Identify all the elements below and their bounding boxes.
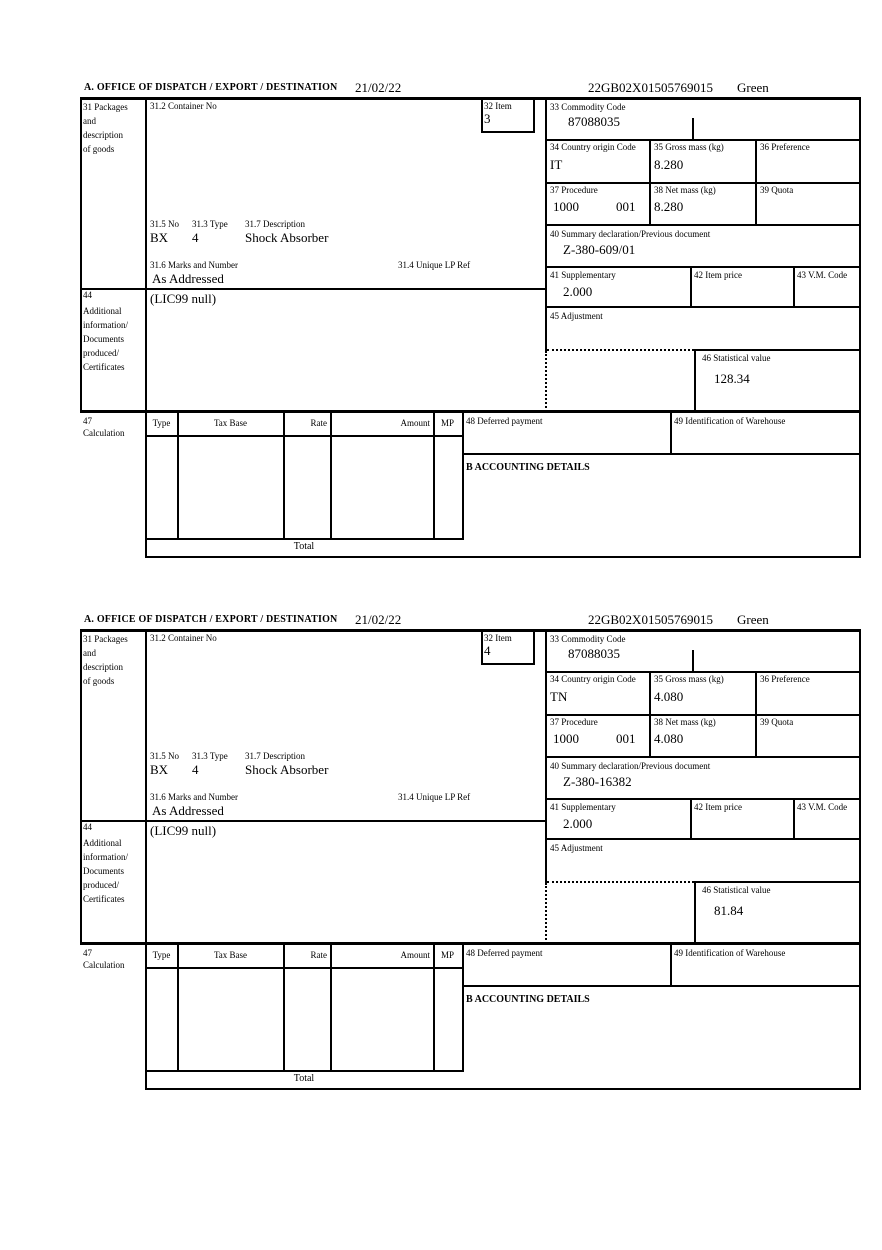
box31-6-marks-label: 31.6 Marks and Number [150, 792, 238, 802]
calculation-section-top-border [80, 942, 861, 945]
box44-label-line: information/ [83, 320, 128, 330]
box41-supplementary-value: 2.000 [563, 284, 593, 299]
box40-summary-declaration-value: Z-380-16382 [563, 774, 632, 789]
form-left-border [80, 97, 82, 413]
box34-country-origin-value: IT [550, 157, 563, 172]
box31-3-type-value: 4 [192, 762, 199, 777]
box36-preference-label: 36 Preference [760, 142, 810, 152]
box41-supplementary-label: 41 Supplementary [550, 270, 616, 280]
box32-bottom-border [481, 131, 535, 133]
box46-top-border [694, 349, 861, 351]
box41-supplementary-value: 2.000 [563, 816, 593, 831]
box44-additional-info-value: (LIC99 null) [150, 823, 217, 838]
box44-label [83, 836, 128, 906]
box46-top-border [694, 881, 861, 883]
box48-box49-divider [670, 945, 672, 987]
box35-gross-mass-label: 35 Gross mass (kg) [654, 674, 724, 684]
box31-label-line: of goods [83, 144, 115, 154]
calc-total-label: Total [293, 541, 315, 552]
box43-vm-code-label: 43 V.M. Code [797, 270, 848, 280]
box33-commodity-code-value: 87088035 [568, 114, 620, 129]
box43-vm-code-label: 43 V.M. Code [797, 802, 848, 812]
office-of-dispatch-heading: A. OFFICE OF DISPATCH / EXPORT / DESTINATION [84, 614, 338, 625]
taxbase-column-divider [283, 413, 285, 538]
routing-status: Green [737, 80, 769, 95]
box46-statistical-value-label: 46 Statistical value [702, 353, 771, 363]
box41-row-bottom-border [545, 838, 861, 840]
box31-5-no-value: BX [150, 230, 169, 245]
box31-6-marks-value: As Addressed [152, 803, 224, 818]
label-column-divider [145, 629, 147, 945]
main-column-divider-dotted [545, 883, 547, 944]
calc-table-right-border [462, 413, 464, 538]
box33-bottom-border [545, 139, 861, 141]
box31-4-unique-lp-ref-label: 31.4 Unique LP Ref [398, 260, 471, 270]
calc-col-amount-header: Amount [400, 950, 430, 960]
declaration-item-section [80, 80, 861, 562]
box31-label-line: 31 Packages [83, 102, 128, 112]
box48-box49-bottom-border [462, 453, 861, 455]
accounting-details-heading: B ACCOUNTING DETAILS [466, 462, 590, 473]
calculation-section-top-border [80, 410, 861, 413]
box32-bottom-border [481, 663, 535, 665]
box40-bottom-border [545, 798, 861, 800]
calc-col-type-header: Type [152, 418, 171, 428]
box31-label-line: of goods [83, 676, 115, 686]
declaration-reference: 22GB02X01505769015 [588, 612, 713, 627]
box44-label-line: Documents [83, 334, 124, 344]
box35-gross-mass-label: 35 Gross mass (kg) [654, 142, 724, 152]
calc-col-rate-header: Rate [310, 950, 327, 960]
box31-label-line: and [83, 116, 96, 126]
box41-row-bottom-border [545, 306, 861, 308]
box32-item-value: 3 [484, 111, 491, 126]
main-column-divider-dotted [545, 351, 547, 412]
calc-col-amount-header: Amount [400, 418, 430, 428]
box41-box42-divider [690, 798, 692, 840]
box32-right-border [533, 97, 535, 133]
calc-total-label: Total [293, 1073, 315, 1084]
box31-2-container-no-label: 31.2 Container No [150, 633, 217, 643]
box44-label-line: Certificates [83, 362, 125, 372]
box33-subdivision-mark [692, 650, 694, 671]
box33-bottom-border [545, 671, 861, 673]
box40-bottom-border [545, 266, 861, 268]
box47-calculation-label: Calculation [83, 960, 125, 970]
box31-label-line: description [83, 130, 123, 140]
box31-7-description-label: 31.7 Description [245, 751, 305, 761]
box45-adjustment-label: 45 Adjustment [550, 843, 603, 853]
box42-item-price-label: 42 Item price [694, 802, 742, 812]
box44-number: 44 [83, 822, 92, 832]
accounting-details-heading: B ACCOUNTING DETAILS [466, 994, 590, 1005]
box37-row-bottom-border [545, 224, 861, 226]
dispatch-date: 21/02/22 [355, 612, 402, 627]
type-column-divider [177, 413, 179, 538]
box44-label-line: produced/ [83, 880, 119, 890]
box37-procedure-value-1: 1000 [553, 199, 579, 214]
box38-net-mass-label: 38 Net mass (kg) [654, 717, 716, 727]
calc-table-header-bottom-border [145, 967, 464, 969]
box38-net-mass-label: 38 Net mass (kg) [654, 185, 716, 195]
box45-bottom-dotted-border [547, 881, 694, 883]
box34-country-origin-value: TN [550, 689, 568, 704]
routing-status: Green [737, 612, 769, 627]
calc-col-type-header: Type [152, 950, 171, 960]
box37-procedure-value-1: 1000 [553, 731, 579, 746]
box31-label-line: and [83, 648, 96, 658]
box31-7-description-value: Shock Absorber [245, 230, 329, 245]
section-bottom-border [145, 1088, 861, 1090]
type-column-divider [177, 945, 179, 1070]
box31-7-description-label: 31.7 Description [245, 219, 305, 229]
section-bottom-border [145, 556, 861, 558]
calc-col-mp-header: MP [440, 418, 454, 428]
box44-label-line: Additional [83, 838, 122, 848]
box31-label-line: description [83, 662, 123, 672]
box44-additional-info-value: (LIC99 null) [150, 291, 217, 306]
box31-5-no-label: 31.5 No [150, 219, 179, 229]
box32-left-border [481, 629, 483, 665]
rate-column-divider [330, 413, 332, 538]
box44-label-line: produced/ [83, 348, 119, 358]
amount-column-divider [433, 413, 435, 538]
declaration-reference: 22GB02X01505769015 [588, 80, 713, 95]
box44-label [83, 304, 128, 374]
box37-procedure-value-2: 001 [616, 199, 636, 214]
calc-table-bottom-border [145, 538, 464, 540]
dispatch-date: 21/02/22 [355, 80, 402, 95]
form-top-border [80, 97, 861, 100]
box39-quota-label: 39 Quota [760, 185, 794, 195]
box45-bottom-dotted-border [547, 349, 694, 351]
declaration-item-section [80, 612, 861, 1094]
box31-4-unique-lp-ref-label: 31.4 Unique LP Ref [398, 792, 471, 802]
box31-2-container-no-label: 31.2 Container No [150, 101, 217, 111]
amount-column-divider [433, 945, 435, 1070]
box34-country-origin-label: 34 Country origin Code [550, 142, 636, 152]
box32-item-value: 4 [484, 643, 491, 658]
box34-row-bottom-border [545, 714, 861, 716]
box32-item-label: 32 Item [484, 101, 512, 111]
form-right-border [859, 629, 861, 1090]
calc-col-mp-header: MP [440, 950, 454, 960]
box31-label-line: 31 Packages [83, 634, 128, 644]
form-top-border [80, 629, 861, 632]
box46-left-border [694, 349, 696, 412]
box40-summary-declaration-label: 40 Summary declaration/Previous document [550, 761, 711, 771]
box31-7-description-value: Shock Absorber [245, 762, 329, 777]
box31-label [83, 632, 128, 688]
calc-col-rate-header: Rate [310, 418, 327, 428]
box32-item-label: 32 Item [484, 633, 512, 643]
box38-net-mass-value: 8.280 [654, 199, 684, 214]
box37-row-bottom-border [545, 756, 861, 758]
box44-label-line: Additional [83, 306, 122, 316]
box37-procedure-label: 37 Procedure [550, 717, 598, 727]
box48-box49-bottom-border [462, 985, 861, 987]
box33-subdivision-mark [692, 118, 694, 139]
box34-row-bottom-border [545, 182, 861, 184]
rate-column-divider [330, 945, 332, 1070]
box44-number: 44 [83, 290, 92, 300]
box41-box42-divider [690, 266, 692, 308]
box37-procedure-label: 37 Procedure [550, 185, 598, 195]
box45-adjustment-label: 45 Adjustment [550, 311, 603, 321]
box31-box44-divider [80, 288, 547, 290]
box49-warehouse-id-label: 49 Identification of Warehouse [674, 948, 786, 958]
box31-5-no-value: BX [150, 762, 169, 777]
box48-deferred-payment-label: 48 Deferred payment [466, 416, 543, 426]
box46-statistical-value-label: 46 Statistical value [702, 885, 771, 895]
label-column-divider [145, 97, 147, 413]
box41-supplementary-label: 41 Supplementary [550, 802, 616, 812]
box40-summary-declaration-label: 40 Summary declaration/Previous document [550, 229, 711, 239]
box49-warehouse-id-label: 49 Identification of Warehouse [674, 416, 786, 426]
form-right-border [859, 97, 861, 558]
box38-net-mass-value: 4.080 [654, 731, 684, 746]
box46-statistical-value: 128.34 [714, 371, 750, 386]
box31-6-marks-label: 31.6 Marks and Number [150, 260, 238, 270]
box31-box44-divider [80, 820, 547, 822]
box47-number: 47 [83, 948, 92, 958]
box44-label-line: information/ [83, 852, 128, 862]
box31-6-marks-value: As Addressed [152, 271, 224, 286]
box48-deferred-payment-label: 48 Deferred payment [466, 948, 543, 958]
box33-commodity-code-label: 33 Commodity Code [550, 102, 626, 112]
box42-box43-divider [793, 798, 795, 840]
box46-left-border [694, 881, 696, 944]
box42-box43-divider [793, 266, 795, 308]
box48-box49-divider [670, 413, 672, 455]
taxbase-column-divider [283, 945, 285, 1070]
calc-table-header-bottom-border [145, 435, 464, 437]
box39-quota-label: 39 Quota [760, 717, 794, 727]
calc-col-taxbase-header: Tax Base [213, 950, 248, 960]
box47-calculation-label: Calculation [83, 428, 125, 438]
box36-preference-label: 36 Preference [760, 674, 810, 684]
box32-right-border [533, 629, 535, 665]
box32-left-border [481, 97, 483, 133]
calc-table-right-border [462, 945, 464, 1070]
box31-3-type-label: 31.3 Type [192, 751, 228, 761]
box44-label-line: Certificates [83, 894, 125, 904]
box31-3-type-value: 4 [192, 230, 199, 245]
box31-5-no-label: 31.5 No [150, 751, 179, 761]
box46-statistical-value: 81.84 [714, 903, 744, 918]
box33-commodity-code-label: 33 Commodity Code [550, 634, 626, 644]
office-of-dispatch-heading: A. OFFICE OF DISPATCH / EXPORT / DESTINATION [84, 82, 338, 93]
box35-gross-mass-value: 4.080 [654, 689, 684, 704]
box31-3-type-label: 31.3 Type [192, 219, 228, 229]
box31-label [83, 100, 128, 156]
box37-procedure-value-2: 001 [616, 731, 636, 746]
box47-number: 47 [83, 416, 92, 426]
calc-col-taxbase-header: Tax Base [213, 418, 248, 428]
box35-gross-mass-value: 8.280 [654, 157, 684, 172]
box40-summary-declaration-value: Z-380-609/01 [563, 242, 636, 257]
box42-item-price-label: 42 Item price [694, 270, 742, 280]
calc-table-bottom-border [145, 1070, 464, 1072]
box33-commodity-code-value: 87088035 [568, 646, 620, 661]
box34-country-origin-label: 34 Country origin Code [550, 674, 636, 684]
form-left-border [80, 629, 82, 945]
box44-label-line: Documents [83, 866, 124, 876]
